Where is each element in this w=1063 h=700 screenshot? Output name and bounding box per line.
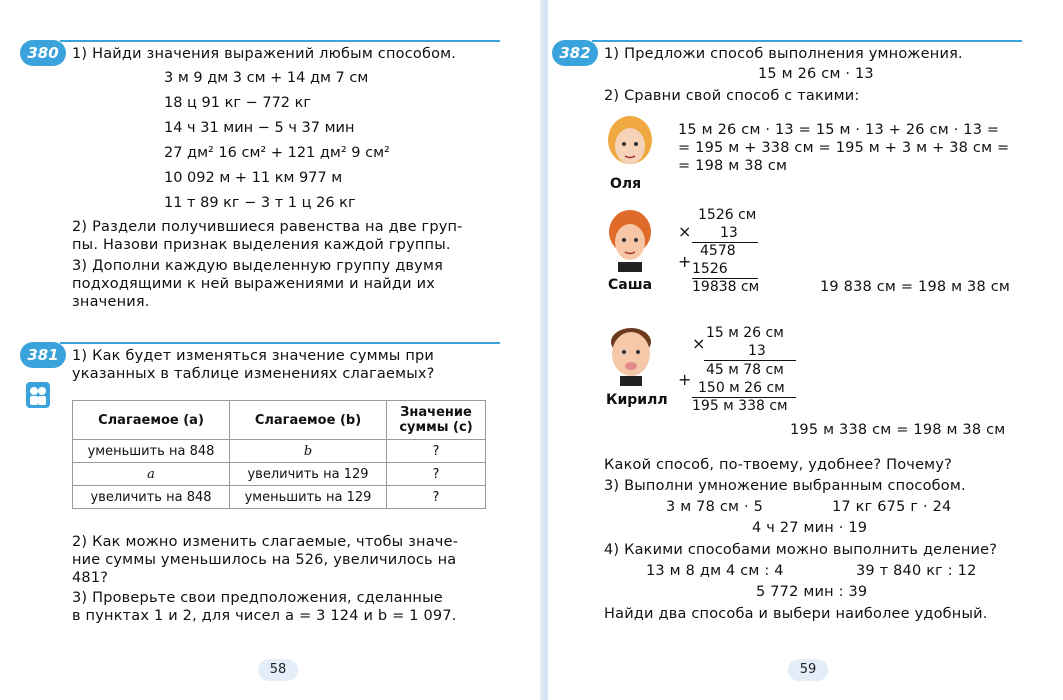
table-cell: ? bbox=[387, 463, 486, 486]
page-number-left: 58 bbox=[258, 659, 298, 681]
task-381-q3-line1: 3) Проверьте свои предположения, сделанные bbox=[72, 590, 443, 606]
kirill-multiply-sign: × bbox=[692, 334, 706, 353]
table-cell: b bbox=[230, 440, 387, 463]
task-380-badge: 380 bbox=[20, 40, 66, 66]
task-382-q3: 3) Выполни умножение выбранным способом. bbox=[604, 478, 966, 494]
task-382-badge: 382 bbox=[552, 40, 598, 66]
table-row bbox=[73, 440, 486, 463]
sasha-portrait-icon bbox=[604, 206, 656, 272]
task-381-q2-line2: ние суммы уменьшилось на 526, увеличилось на bbox=[72, 552, 457, 568]
task-382-rule bbox=[592, 40, 1022, 42]
olya-name: Оля bbox=[610, 176, 642, 192]
kirill-row1: 15 м 26 см bbox=[706, 325, 784, 341]
kirill-portrait-icon bbox=[604, 322, 658, 386]
table-cell: уменьшить на 129 bbox=[230, 486, 387, 509]
table-cell: a bbox=[73, 463, 230, 486]
olya-portrait-icon bbox=[604, 112, 656, 174]
olya-line2: = 195 м + 338 см = 195 м + 3 м + 38 см = bbox=[678, 140, 1010, 156]
pair-work-icon bbox=[26, 382, 50, 408]
kirill-row4: 150 м 26 см bbox=[698, 380, 785, 396]
sasha-row3: 4578 bbox=[700, 243, 736, 259]
table-header-a: Слагаемое (a) bbox=[73, 401, 230, 440]
task-380-q3-line1: 3) Дополни каждую выделенную группу двумя bbox=[72, 258, 444, 274]
sasha-row2: 13 bbox=[720, 225, 738, 241]
kirill-plus-sign: + bbox=[678, 370, 692, 389]
expr-3: 14 ч 31 мин − 5 ч 37 мин bbox=[164, 120, 355, 136]
task-381-q3-line2: в пунктах 1 и 2, для чисел a = 3 124 и b = 1 097. bbox=[72, 608, 457, 624]
olya-line3: = 198 м 38 см bbox=[678, 158, 788, 174]
page-number-right: 59 bbox=[788, 659, 828, 681]
task-380-q2-line1: 2) Раздели получившиеся равенства на две груп- bbox=[72, 219, 463, 235]
expr-5: 10 092 м + 11 км 977 м bbox=[164, 170, 343, 186]
task-380-q2-line2: пы. Назови признак выделения каждой группы. bbox=[72, 237, 451, 253]
table-cell: уменьшить на 848 bbox=[73, 440, 230, 463]
task-381-q2-line1: 2) Как можно изменить слагаемые, чтобы значе- bbox=[72, 534, 459, 550]
changes-table bbox=[72, 400, 486, 509]
expr-1: 3 м 9 дм 3 см + 14 дм 7 см bbox=[164, 70, 369, 86]
kirill-row3: 45 м 78 см bbox=[706, 362, 784, 378]
task-382-q4-c: 5 772 мин : 39 bbox=[756, 584, 868, 600]
sasha-name: Саша bbox=[608, 277, 653, 293]
sasha-row4: 1526 bbox=[692, 261, 728, 277]
olya-line1: 15 м 26 см · 13 = 15 м · 13 + 26 см · 13 = bbox=[678, 122, 1000, 138]
task-381-badge: 381 bbox=[20, 342, 66, 368]
right-page bbox=[548, 0, 1063, 700]
kirill-row2: 13 bbox=[748, 343, 766, 359]
sasha-plus-sign: + bbox=[678, 252, 692, 271]
task-381-rule bbox=[60, 342, 500, 344]
kirill-result: 195 м 338 см = 198 м 38 см bbox=[790, 422, 1006, 438]
task-382-q3-b: 17 кг 675 г · 24 bbox=[832, 499, 952, 515]
expr-6: 11 т 89 кг − 3 т 1 ц 26 кг bbox=[164, 195, 356, 211]
task-381-q1-line1: 1) Как будет изменяться значение суммы при bbox=[72, 348, 435, 364]
sasha-row5: 19838 см bbox=[692, 279, 760, 295]
table-cell: увеличить на 848 bbox=[73, 486, 230, 509]
task-382-q1: 1) Предложи способ выполнения умножения. bbox=[604, 46, 963, 62]
sasha-multiply-sign: × bbox=[678, 222, 692, 241]
table-row bbox=[73, 486, 486, 509]
task-380-q3-line2: подходящими к ней выражениями и найди их bbox=[72, 276, 435, 292]
task-380-q3-line3: значения. bbox=[72, 294, 150, 310]
table-cell: ? bbox=[387, 440, 486, 463]
task-381-q2-line3: 481? bbox=[72, 570, 109, 586]
task-380-q1: 1) Найди значения выражений любым способом. bbox=[72, 46, 457, 62]
table-header-b: Слагаемое (b) bbox=[230, 401, 387, 440]
task-382-q4-b: 39 т 840 кг : 12 bbox=[856, 563, 977, 579]
question-which-way: Какой способ, по-твоему, удобнее? Почему? bbox=[604, 457, 953, 473]
task-382-q1-expr: 15 м 26 см · 13 bbox=[758, 66, 874, 82]
kirill-name: Кирилл bbox=[606, 392, 668, 408]
table-header-c: Значение суммы (c) bbox=[387, 401, 486, 440]
expr-4: 27 дм² 16 см² + 121 дм² 9 см² bbox=[164, 145, 390, 161]
task-382-q3-a: 3 м 78 см · 5 bbox=[666, 499, 764, 515]
kirill-row5: 195 м 338 см bbox=[692, 398, 788, 414]
kirill-rule1 bbox=[704, 360, 796, 361]
table-cell: ? bbox=[387, 486, 486, 509]
task-382-q4-a: 13 м 8 дм 4 см : 4 bbox=[646, 563, 784, 579]
table-row bbox=[73, 463, 486, 486]
sasha-result: 19 838 см = 198 м 38 см bbox=[820, 279, 1011, 295]
task-381-q1-line2: указанных в таблице изменениях слагаемых? bbox=[72, 366, 435, 382]
sasha-row1: 1526 см bbox=[698, 207, 757, 223]
expr-2: 18 ц 91 кг − 772 кг bbox=[164, 95, 312, 111]
task-382-q2: 2) Сравни свой способ с такими: bbox=[604, 88, 860, 104]
table-cell: увеличить на 129 bbox=[230, 463, 387, 486]
task-382-final: Найди два способа и выбери наиболее удобный. bbox=[604, 606, 988, 622]
task-382-q4: 4) Какими способами можно выполнить деление? bbox=[604, 542, 998, 558]
task-380-rule bbox=[60, 40, 500, 42]
task-382-q3-c: 4 ч 27 мин · 19 bbox=[752, 520, 868, 536]
